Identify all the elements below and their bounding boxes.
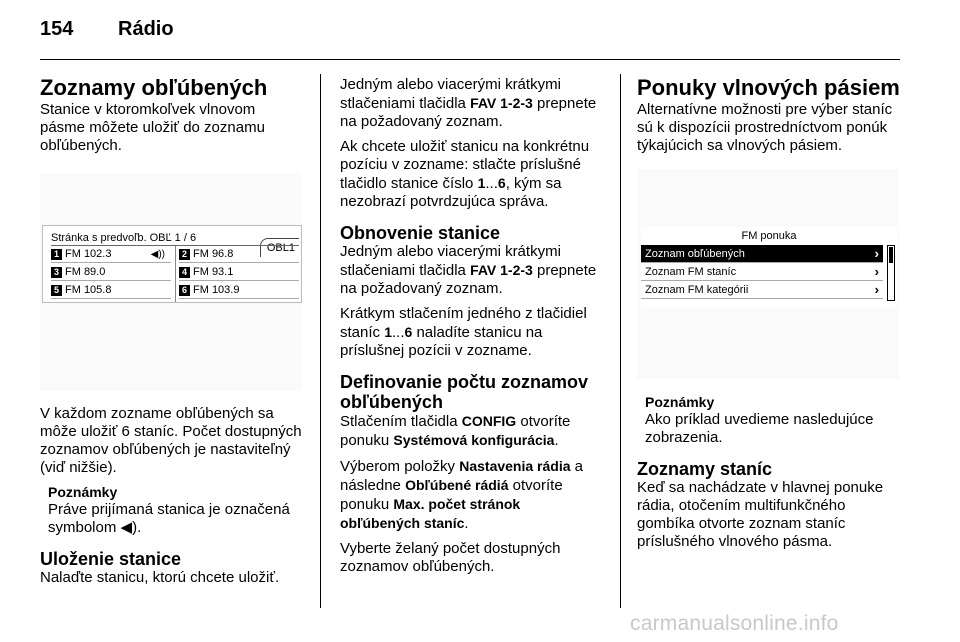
- note-text: Ako príklad uvedieme nasledujúce zobrazenia.: [645, 411, 874, 446]
- menu-item: Zoznam FM staníc ›: [641, 263, 883, 281]
- speaker-icon: ◀)): [150, 249, 165, 260]
- paragraph: Keď sa nachádzate v hlavnej ponuke rádia, otočením multifunkčného gombíka otvorte zoznam staníc príslušného vlnového pásma.: [637, 479, 884, 550]
- note-title: Poznámky: [48, 484, 118, 500]
- heading-lists: Zoznamy staníc: [637, 459, 773, 479]
- paragraph: V každom zozname obľúbených sa môže uložiť 6 staníc. Počet dostupných zoznamov obľúbených je nastaviteľný (viď nižšie).: [40, 405, 302, 476]
- preset-screen-figure: [40, 173, 302, 391]
- fm-menu-figure: [637, 169, 899, 379]
- paragraph: Krátkym stlačením jedného z tlačidiel staníc 1...6 naladíte stanicu na príslušnej pozícii v zozname.: [340, 305, 587, 359]
- preset-number: 3: [51, 267, 62, 278]
- menu-item: Zoznam FM kategórii ›: [641, 281, 883, 299]
- paragraph: Ak chcete uložiť stanicu na konkrétnu pozíciu v zozname: stlačte príslušné tlačidlo stanice číslo 1...6, kým sa nezobrazí potvrdzujúca správa.: [340, 138, 590, 210]
- paragraph: Vyberte želaný počet dostupných zoznamov obľúbených.: [340, 540, 561, 575]
- page-number: 154: [40, 18, 74, 40]
- heading-recall: Obnovenie stanice: [340, 223, 501, 243]
- fav-button-label: FAV 1-2-3: [470, 262, 533, 278]
- paragraph: Výberom položky Nastavenia rádia a následne Obľúbené rádiá otvoríte ponuku Max. počet stránok obľúbených staníc.: [340, 458, 584, 532]
- preset-number: 6: [179, 285, 190, 296]
- preset-number: 5: [51, 285, 62, 296]
- watermark: carmanualsonline.info: [630, 612, 839, 635]
- paragraph: Nalaďte stanicu, ktorú chcete uložiť.: [40, 569, 280, 586]
- column-divider: [320, 74, 321, 608]
- preset-cell: [51, 246, 171, 263]
- preset-label: FM 103.9: [193, 284, 240, 296]
- paragraph: Stanice v ktoromkoľvek vlnovom pásme môžete uložiť do zoznamu obľúbených.: [40, 101, 265, 154]
- column-3: [637, 76, 901, 551]
- header-rule: [40, 59, 900, 60]
- preset-grid: [51, 245, 299, 301]
- config-button-label: CONFIG: [461, 413, 517, 429]
- heading-define: Definovanie počtu zoznamov obľúbených: [340, 372, 589, 412]
- note-text: Práve prijímaná stanica je označená symbolom: [48, 501, 290, 536]
- heading-bands: Ponuky vlnových pásiem: [637, 75, 900, 100]
- scrollbar: [887, 245, 895, 301]
- column-2: [340, 76, 604, 576]
- paragraph: Jedným alebo viacerými krátkymi stlačeniami tlačidla FAV 1-2-3 prepnete na požadovaný zoznam.: [340, 76, 597, 130]
- column-divider: [620, 74, 621, 608]
- chevron-right-icon: ›: [874, 264, 879, 279]
- menu-name: Systémová konfigurácia: [393, 432, 555, 448]
- preset-cell: [51, 282, 171, 299]
- preset-cell: [179, 246, 299, 263]
- preset-number: 4: [179, 267, 190, 278]
- paragraph: Jedným alebo viacerými krátkymi stlačeniami tlačidla FAV 1-2-3 prepnete na požadovaný zoznam.: [340, 243, 597, 297]
- paragraph: Stlačením tlačidla CONFIG otvoríte ponuku Systémová konfigurácia.: [340, 413, 571, 449]
- chevron-right-icon: ›: [874, 246, 879, 261]
- screen-title: Stránka s predvoľb. OBĽ 1 / 6: [51, 232, 197, 244]
- paragraph: Alternatívne možnosti pre výber staníc sú k dispozícii prostredníctvom ponúk týkajúcich sa vlnových pásiem.: [637, 101, 893, 154]
- screen-title: FM ponuka: [741, 230, 797, 242]
- note-title: Poznámky: [645, 394, 715, 410]
- preset-cell: [179, 282, 299, 299]
- preset-cell: [51, 264, 171, 281]
- heading-save: Uloženie stanice: [40, 549, 182, 569]
- heading-favourites: Zoznamy obľúbených: [40, 75, 268, 100]
- fm-menu-screen: [641, 227, 897, 307]
- preset-label: FM 105.8: [65, 284, 112, 296]
- preset-number: 2: [179, 249, 190, 260]
- screen-tab: OBL1: [260, 238, 299, 257]
- column-1: [40, 76, 304, 587]
- preset-label: FM 93.1: [193, 266, 234, 278]
- note: [637, 393, 901, 447]
- menu-item: Zoznam obľúbených ›: [641, 245, 883, 263]
- preset-cell: [179, 264, 299, 281]
- scrollbar-thumb: [889, 247, 893, 263]
- section-title: Rádio: [118, 18, 174, 40]
- preset-screen: [42, 225, 302, 303]
- preset-label: FM 89.0: [65, 266, 106, 278]
- preset-label: FM 96.8: [193, 248, 234, 260]
- preset-label: FM 102.3: [65, 248, 112, 260]
- speaker-icon: ◀): [120, 519, 138, 536]
- note: Poznámky Práve prijímaná stanica je označená symbolom ◀).: [40, 483, 304, 537]
- preset-number: 1: [51, 249, 62, 260]
- chevron-right-icon: ›: [874, 282, 879, 297]
- grid-divider: [175, 246, 176, 302]
- fav-button-label: FAV 1-2-3: [470, 95, 533, 111]
